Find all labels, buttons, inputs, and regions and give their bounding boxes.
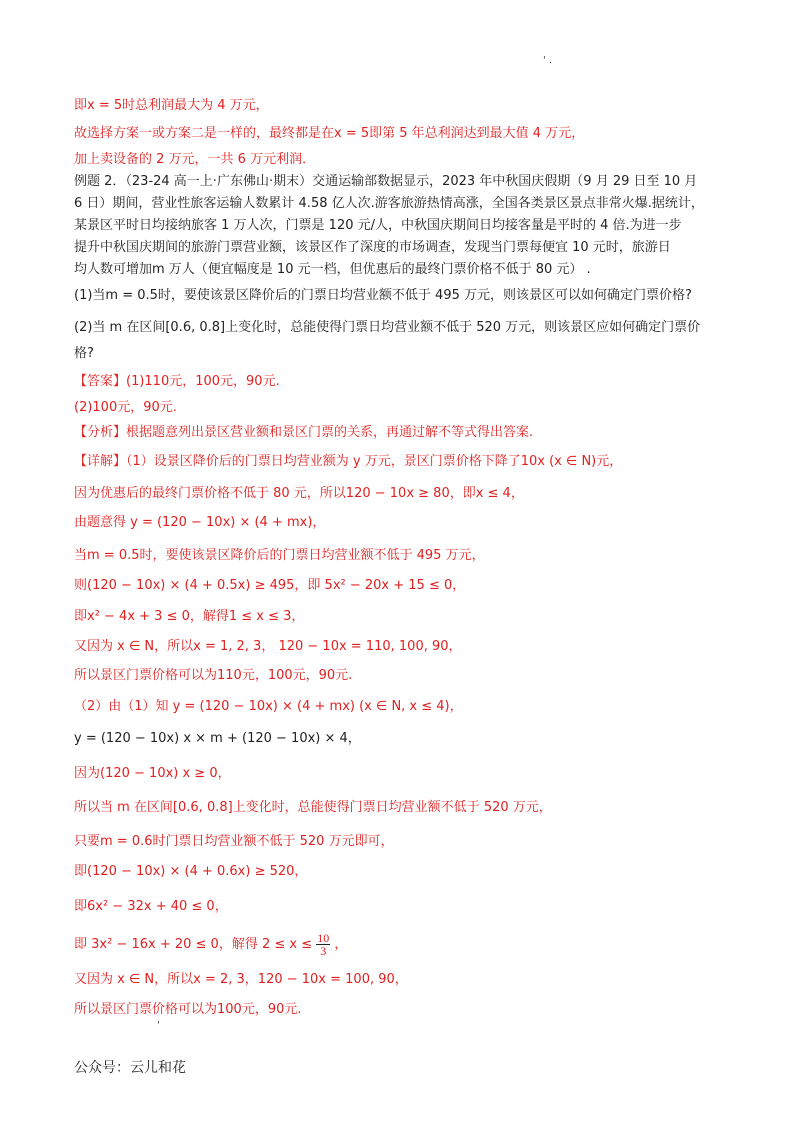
fraction-ten-thirds — [316, 932, 330, 957]
footer-account: 公众号：云儿和花 — [74, 1060, 186, 1076]
detail-line: 则(120 − 10x) × (4 + 0.5x) ≥ 495，即 5x² − 20x + 15 ≤ 0， — [74, 578, 466, 593]
prev-line-1: 即x = 5时总利润最大为 4 万元， — [74, 98, 269, 113]
detail-fraction-suffix: ， — [334, 937, 348, 952]
example-line: 例题 2．（23-24 高一上·广东佛山·期末）交通运输部数据显示，2023 年中秋国庆假期（9 月 29 日至 10 月 — [74, 174, 698, 189]
detail-line: 因为(120 − 10x) x ≥ 0， — [74, 766, 231, 781]
detail-fraction-prefix: 即 3x² − 16x + 20 ≤ 0，解得 2 ≤ x ≤ — [74, 937, 313, 952]
detail-line: 即(120 − 10x) × (4 + 0.6x) ≥ 520， — [74, 864, 308, 879]
detail-line: 只要m = 0.6时门票日均营业额不低于 520 万元即可， — [74, 834, 394, 849]
detail-line: 所以景区门票价格可以为110元，100元，90元. — [74, 668, 353, 683]
example-line: 6 日）期间，营业性旅客运输人数累计 4.58 亿人次.游客旅游热情高涨，全国各类景区景点非常火爆.据统计， — [74, 196, 704, 211]
question-1: (1)当m = 0.5时，要使该景区降价后的门票日均营业额不低于 495 万元，则该景区可以如何确定门票价格? — [74, 288, 692, 303]
detail-line: 又因为 x ∈ N，所以x = 2, 3，120 − 10x = 100, 90， — [74, 972, 408, 987]
example-line: 均人数可增加m 万人（便宜幅度是 10 元一档，但优惠后的最终门票价格不低于 80 元） . — [74, 262, 591, 277]
detail-line: 因为优惠后的最终门票价格不低于 80 元，所以120 − 10x ≥ 80，即x ≤ 4， — [74, 486, 524, 501]
example-line: 提升中秋国庆期间的旅游门票营业额，该景区作了深度的市场调查，发现当门票每便宜 10 元时，旅游日 — [74, 240, 671, 255]
detail-line: （2）由（1）知 y = (120 − 10x) × (4 + mx) (x ∈ N, x ≤ 4)， — [74, 699, 463, 714]
detail-line: 所以当 m 在区间[0.6, 0.8]上变化时，总能使得门票日均营业额不低于 520 万元， — [74, 800, 552, 815]
detail-line: 【详解】（1）设景区降价后的门票日均营业额为 y 万元，景区门票价格下降了10x (x ∈ N)元， — [74, 454, 623, 469]
detail-line: 当m = 0.5时，要使该景区降价后的门票日均营业额不低于 495 万元， — [74, 548, 485, 563]
analysis: 【分析】根据题意列出景区营业额和景区门票的关系，再通过解不等式得出答案. — [74, 425, 534, 440]
example-line: 某景区平时日均接纳旅客 1 万人次，门票是 120 元/人，中秋国庆期间日均接客量是平时的 4 倍.为进一步 — [74, 218, 682, 233]
detail-line: 又因为 x ∈ N，所以x = 1, 2, 3， 120 − 10x = 110, 100, 90， — [74, 639, 462, 654]
detail-line: 由题意得 y = (120 − 10x) × (4 + mx)， — [74, 515, 326, 530]
question-2-line-1: (2)当 m 在区间[0.6, 0.8]上变化时，总能使得门票日均营业额不低于 520 万元，则该景区应如何确定门票价 — [74, 320, 701, 335]
corner-marks: ' . — [543, 55, 553, 66]
fraction-numerator: 10 — [317, 931, 330, 945]
answer-part-2: (2)100元，90元. — [74, 400, 177, 415]
detail-line: 即6x² − 32x + 40 ≤ 0， — [74, 899, 228, 914]
stray-mark: ' — [157, 1020, 160, 1031]
question-2-line-2: 格? — [74, 346, 94, 361]
detail-line: 所以景区门票价格可以为100元，90元. — [74, 1002, 302, 1017]
detail-line: 即x² − 4x + 3 ≤ 0，解得1 ≤ x ≤ 3， — [74, 609, 305, 624]
answer-part-1: 【答案】(1)110元，100元，90元. — [74, 374, 280, 389]
prev-line-2: 故选择方案一或方案二是一样的，最终都是在x = 5即第 5 年总利润达到最大值 4 万元， — [74, 126, 585, 141]
prev-line-3: 加上卖设备的 2 万元，一共 6 万元利润． — [74, 152, 316, 167]
fraction-denominator: 3 — [320, 944, 327, 958]
detail-line-fraction — [74, 932, 347, 957]
detail-line: y = (120 − 10x) x × m + (120 − 10x) × 4， — [74, 731, 361, 746]
